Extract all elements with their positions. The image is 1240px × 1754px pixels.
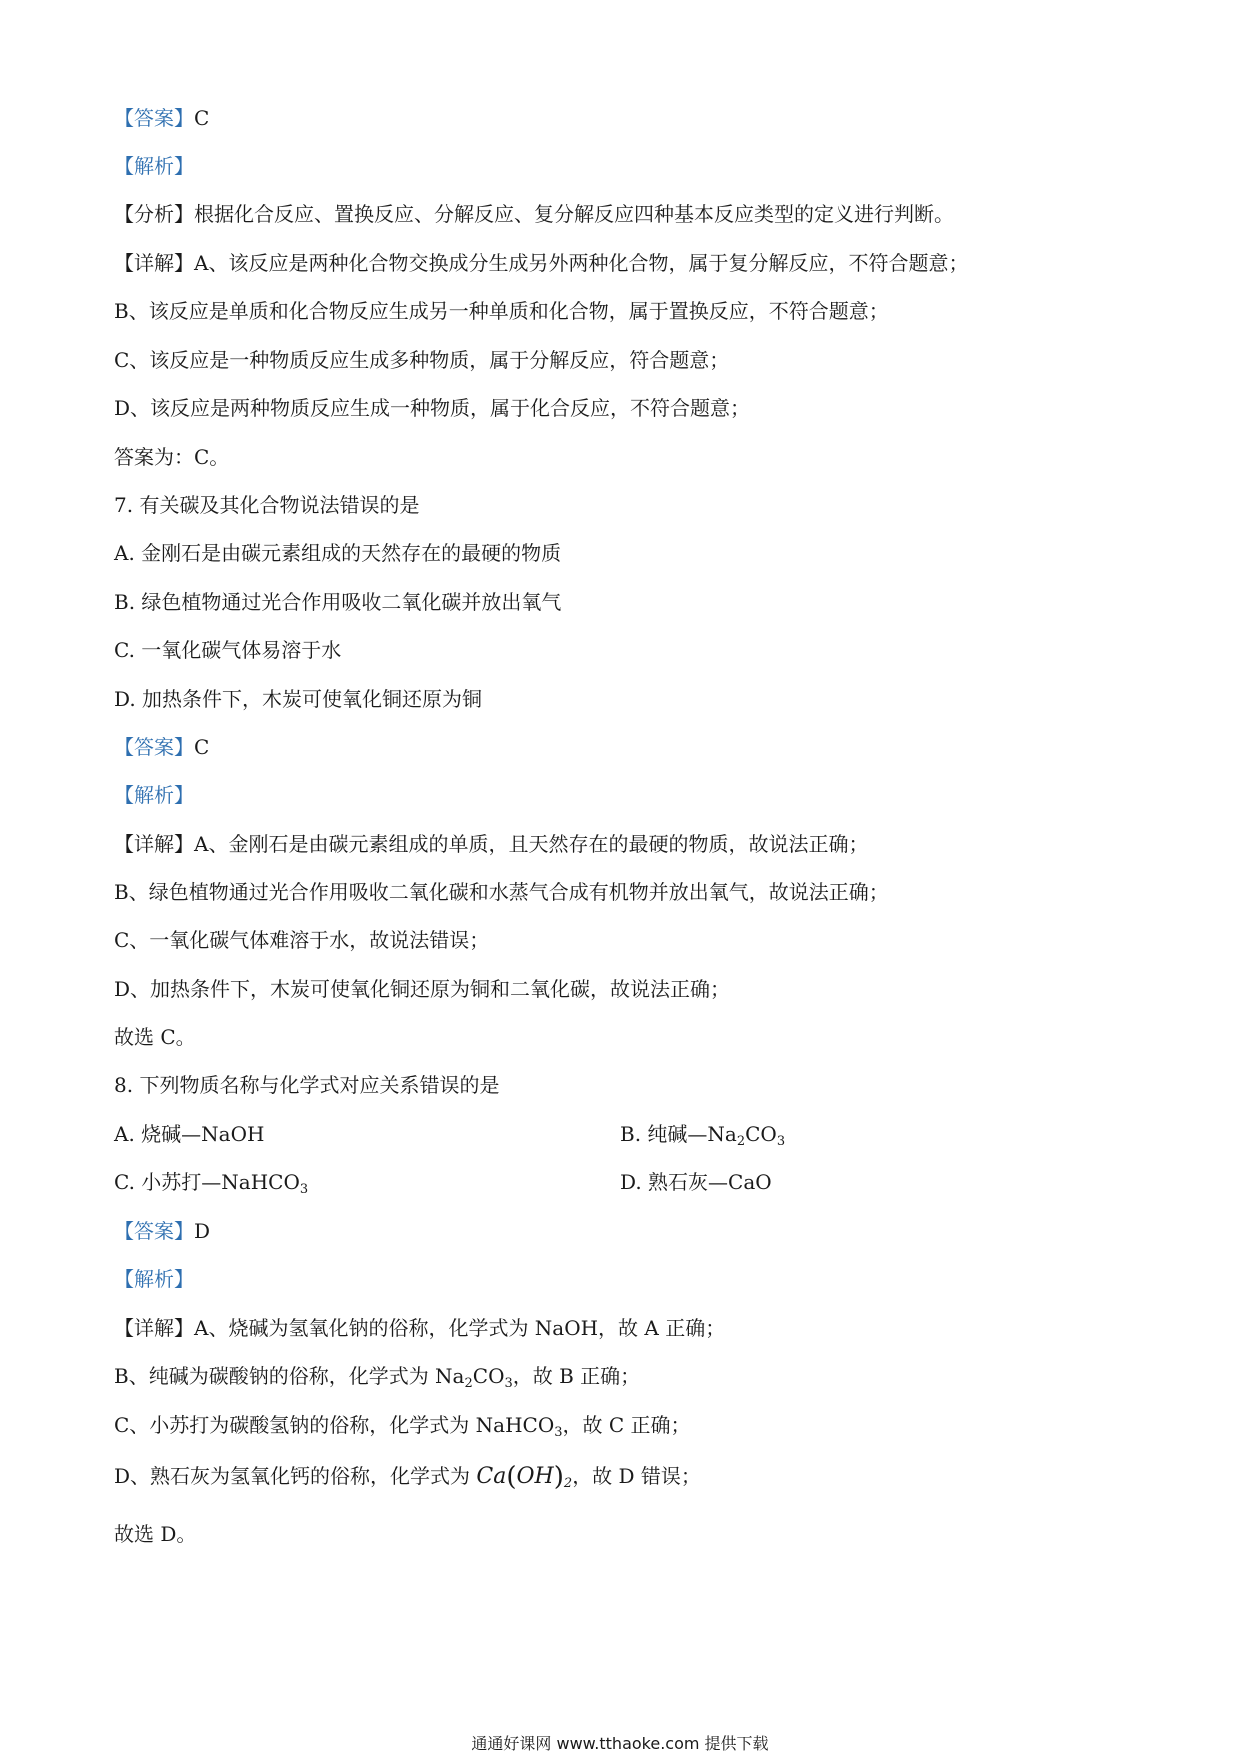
subscript: 2 bbox=[464, 1376, 473, 1391]
detail-text: D、熟石灰为氢氧化钙的俗称，化学式为 bbox=[114, 1464, 471, 1488]
q8-answer bbox=[114, 1217, 210, 1245]
q6-conclusion: 答案为：C。 bbox=[114, 445, 230, 469]
answer-value: D bbox=[194, 1219, 211, 1243]
detail-text: ，故 D 错误； bbox=[572, 1464, 701, 1488]
q7-conclusion: 故选 C。 bbox=[114, 1025, 196, 1049]
q6-fenxi: 【分析】根据化合反应、置换反应、分解反应、复分解反应四种基本反应类型的定义进行判断。 bbox=[114, 202, 954, 226]
q6-detail-c: C、该反应是一种物质反应生成多种物质，属于分解反应，符合题意； bbox=[114, 348, 730, 372]
q7-detail-d: D、加热条件下，木炭可使氧化铜还原为铜和二氧化碳，故说法正确； bbox=[114, 977, 731, 1001]
q6-detail-b: B、该反应是单质和化合物反应生成另一种单质和化合物，属于置换反应，不符合题意； bbox=[114, 299, 889, 323]
q7-option-b: B. 绿色植物通过光合作用吸收二氧化碳并放出氧气 bbox=[114, 590, 562, 614]
paren-close: ) bbox=[553, 1462, 564, 1492]
detail-text: ，故 B 正确； bbox=[512, 1364, 641, 1388]
answer-value: C bbox=[194, 735, 210, 759]
q7-stem: 7. 有关碳及其化合物说法错误的是 bbox=[114, 493, 420, 517]
detail-text: B、纯碱为碳酸钠的俗称，化学式为 Na bbox=[114, 1364, 465, 1388]
q6-analysis-tag: 【解析】 bbox=[114, 154, 194, 178]
q7-option-d: D. 加热条件下，木炭可使氧化铜还原为铜 bbox=[114, 687, 483, 711]
option-text: CO bbox=[745, 1122, 777, 1146]
answer-tag: 【答案】 bbox=[114, 1219, 194, 1243]
q8-option-b bbox=[620, 1120, 785, 1148]
q8-option-c bbox=[114, 1168, 308, 1196]
q7-detail-b: B、绿色植物通过光合作用吸收二氧化碳和水蒸气合成有机物并放出氧气，故说法正确； bbox=[114, 880, 889, 904]
q8-stem: 8. 下列物质名称与化学式对应关系错误的是 bbox=[114, 1073, 500, 1097]
answer-value: C bbox=[194, 106, 210, 130]
answer-tag: 【答案】 bbox=[114, 106, 194, 130]
q8-detail-d bbox=[114, 1462, 701, 1491]
q6-detail-d: D、该反应是两种物质反应生成一种物质，属于化合反应，不符合题意； bbox=[114, 396, 751, 420]
option-text: C. 小苏打—NaHCO bbox=[114, 1170, 300, 1194]
q7-detail-a: 【详解】A、金刚石是由碳元素组成的单质，且天然存在的最硬的物质，故说法正确； bbox=[114, 832, 869, 856]
subscript: 2 bbox=[736, 1134, 746, 1149]
subscript: 3 bbox=[554, 1425, 563, 1440]
q7-option-a: A. 金刚石是由碳元素组成的天然存在的最硬的物质 bbox=[114, 541, 562, 565]
answer-tag: 【答案】 bbox=[114, 735, 194, 759]
q8-detail-c bbox=[114, 1411, 691, 1439]
page-footer: 通通好课网 www.tthaoke.com 提供下载 bbox=[471, 1734, 769, 1753]
formula-caoh2 bbox=[476, 1462, 573, 1492]
detail-text: ，故 C 正确； bbox=[562, 1413, 691, 1437]
subscript: 3 bbox=[504, 1376, 513, 1391]
q8-detail-b bbox=[114, 1362, 640, 1390]
q6-detail-a: 【详解】A、该反应是两种化合物交换成分生成另外两种化合物，属于复分解反应，不符合题意； bbox=[114, 251, 969, 275]
q8-detail-a: 【详解】A、烧碱为氢氧化钠的俗称，化学式为 NaOH，故 A 正确； bbox=[114, 1316, 726, 1340]
subscript: 2 bbox=[563, 1476, 573, 1491]
subscript: 3 bbox=[299, 1182, 309, 1197]
q6-answer bbox=[114, 104, 209, 132]
q7-option-c: C. 一氧化碳气体易溶于水 bbox=[114, 638, 342, 662]
formula-oh: OH bbox=[516, 1464, 554, 1489]
q8-option-a: A. 烧碱—NaOH bbox=[114, 1122, 265, 1146]
q7-analysis-tag: 【解析】 bbox=[114, 783, 194, 807]
subscript: 3 bbox=[776, 1134, 786, 1149]
detail-text: CO bbox=[472, 1364, 505, 1388]
q8-conclusion: 故选 D。 bbox=[114, 1522, 197, 1546]
q7-detail-c: C、一氧化碳气体难溶于水，故说法错误； bbox=[114, 928, 490, 952]
q8-option-d: D. 熟石灰—CaO bbox=[620, 1170, 772, 1194]
q7-answer bbox=[114, 733, 209, 761]
formula-ca: Ca bbox=[476, 1464, 507, 1489]
paren-open: ( bbox=[506, 1462, 517, 1492]
detail-text: C、小苏打为碳酸氢钠的俗称，化学式为 NaHCO bbox=[114, 1413, 555, 1437]
q8-analysis-tag: 【解析】 bbox=[114, 1267, 194, 1291]
option-text: B. 纯碱—Na bbox=[620, 1122, 737, 1146]
